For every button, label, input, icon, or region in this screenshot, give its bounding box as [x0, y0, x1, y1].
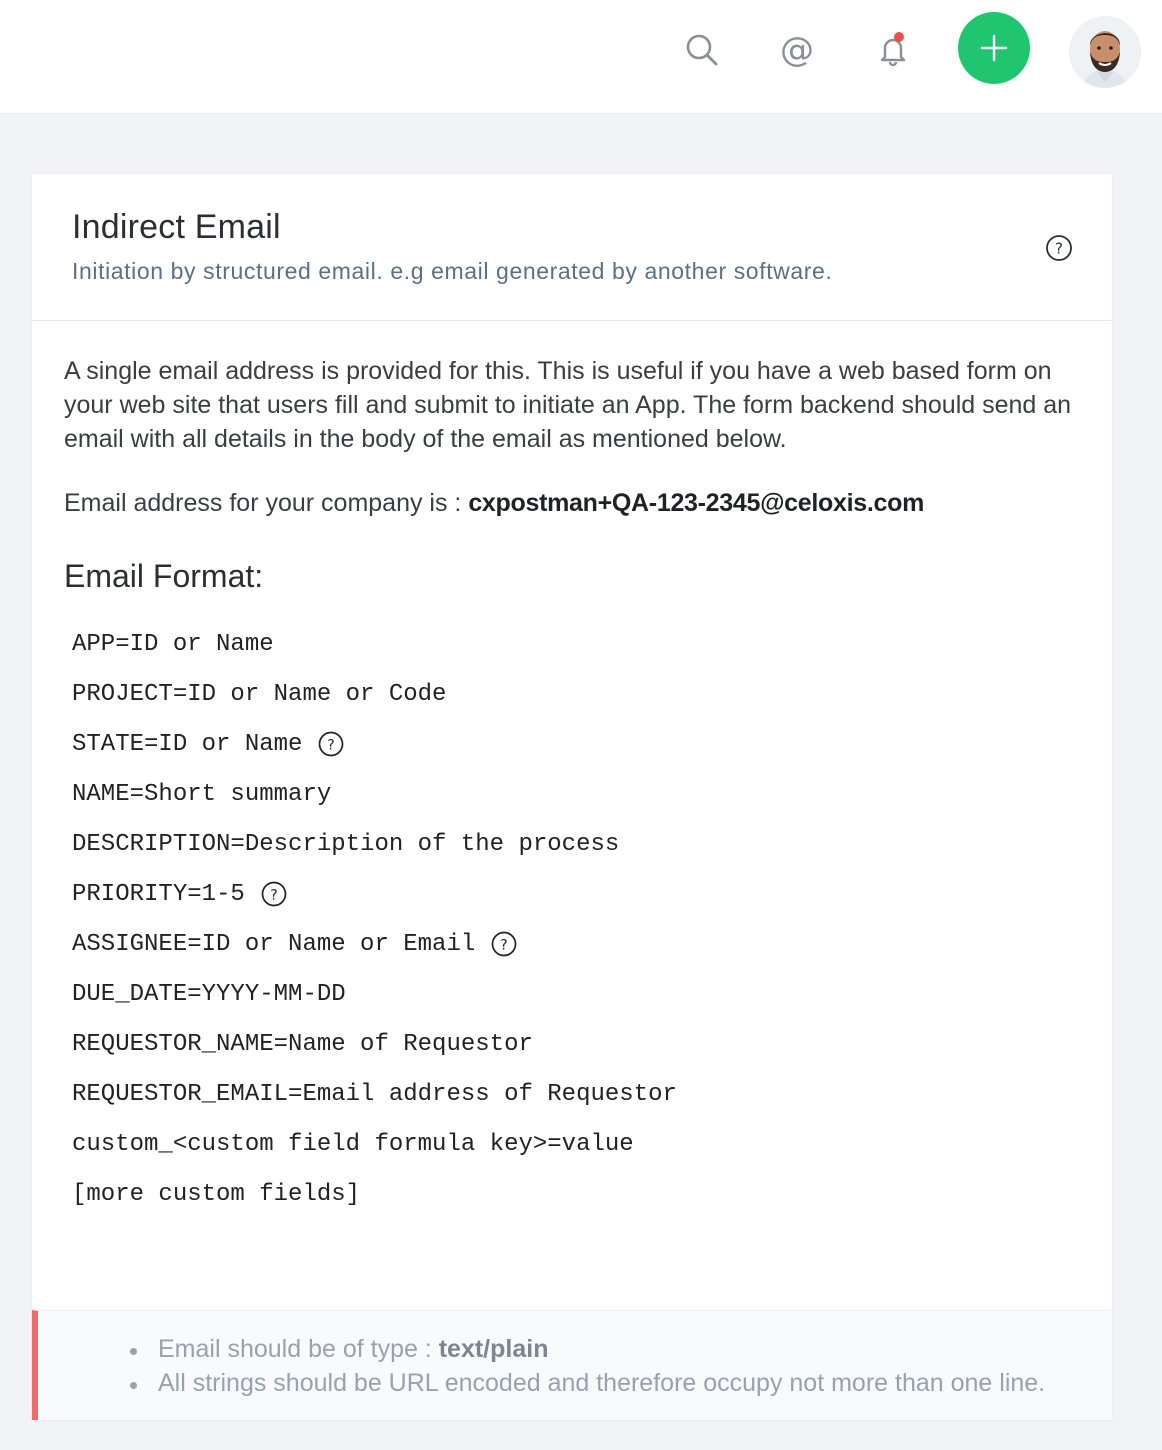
format-line-project: PROJECT=ID or Name or Code: [72, 680, 447, 708]
format-line-app: APP=ID or Name: [72, 630, 274, 658]
at-icon: @: [780, 30, 814, 70]
note-url-encoding: All strings should be URL encoded and therefore occupy not more than one line.: [158, 1369, 1046, 1397]
card-title: Indirect Email: [72, 208, 281, 246]
content-type-value: text/plain: [438, 1335, 549, 1363]
user-avatar[interactable]: [1069, 16, 1141, 88]
help-button[interactable]: [1045, 234, 1073, 262]
format-line-due-date: DUE_DATE=YYYY-MM-DD: [72, 980, 346, 1008]
search-button[interactable]: [677, 25, 727, 75]
format-line-requestor-name: REQUESTOR_NAME=Name of Requestor: [72, 1030, 533, 1058]
format-line-state: STATE=ID or Name ?: [72, 726, 344, 762]
company-email-line: [64, 489, 1084, 518]
svg-text:?: ?: [1055, 239, 1063, 258]
note-content-type: Email should be of type : text/plain: [158, 1335, 549, 1363]
add-button[interactable]: [958, 12, 1030, 84]
card-subtitle: Initiation by structured email. e.g email generated by another software.: [72, 258, 833, 284]
notes-box: [32, 1310, 1112, 1420]
company-email-address: cxpostman+QA-123-2345@celoxis.com: [468, 489, 924, 517]
format-line-description: DESCRIPTION=Description of the process: [72, 830, 620, 858]
help-icon: [318, 731, 344, 757]
intro-text: A single email address is provided for this. This is useful if you have a web based form on your web site that users fill and submit to initiate an App. The form backend should send an email with all details in the body of the email as mentioned below.: [64, 357, 1072, 453]
avatar-image: [1069, 16, 1141, 88]
svg-text:?: ?: [500, 937, 508, 954]
svg-text:?: ?: [327, 737, 336, 754]
help-icon: [261, 881, 287, 907]
priority-help-button[interactable]: [261, 881, 287, 907]
format-line-assignee: ASSIGNEE=ID or Name or Email ?: [72, 926, 517, 962]
format-line-requestor-email: REQUESTOR_EMAIL=Email address of Requestor: [72, 1080, 677, 1108]
email-format-heading: Email Format:: [64, 558, 264, 594]
mentions-button[interactable]: [772, 25, 822, 75]
help-icon: [1045, 234, 1073, 262]
indirect-email-card: [32, 174, 1112, 1420]
format-line-priority: PRIORITY=1-5 ?: [72, 876, 287, 912]
svg-text:?: ?: [270, 887, 278, 904]
top-bar: [0, 0, 1162, 114]
format-line-name: NAME=Short summary: [72, 780, 332, 808]
notification-badge: [894, 32, 904, 42]
help-icon: [491, 931, 517, 957]
card-header: [32, 174, 1112, 321]
plus-icon: [979, 33, 1009, 63]
state-help-button[interactable]: [318, 731, 344, 757]
bell-icon: [876, 33, 910, 67]
assignee-help-button[interactable]: [491, 931, 517, 957]
format-line-custom: custom_<custom field formula key>=value: [72, 1130, 634, 1158]
notifications-button[interactable]: [868, 25, 918, 75]
format-line-more-custom: [more custom fields]: [72, 1180, 361, 1208]
search-icon: [685, 33, 719, 67]
email-label: Email address for your company is :: [64, 489, 469, 517]
